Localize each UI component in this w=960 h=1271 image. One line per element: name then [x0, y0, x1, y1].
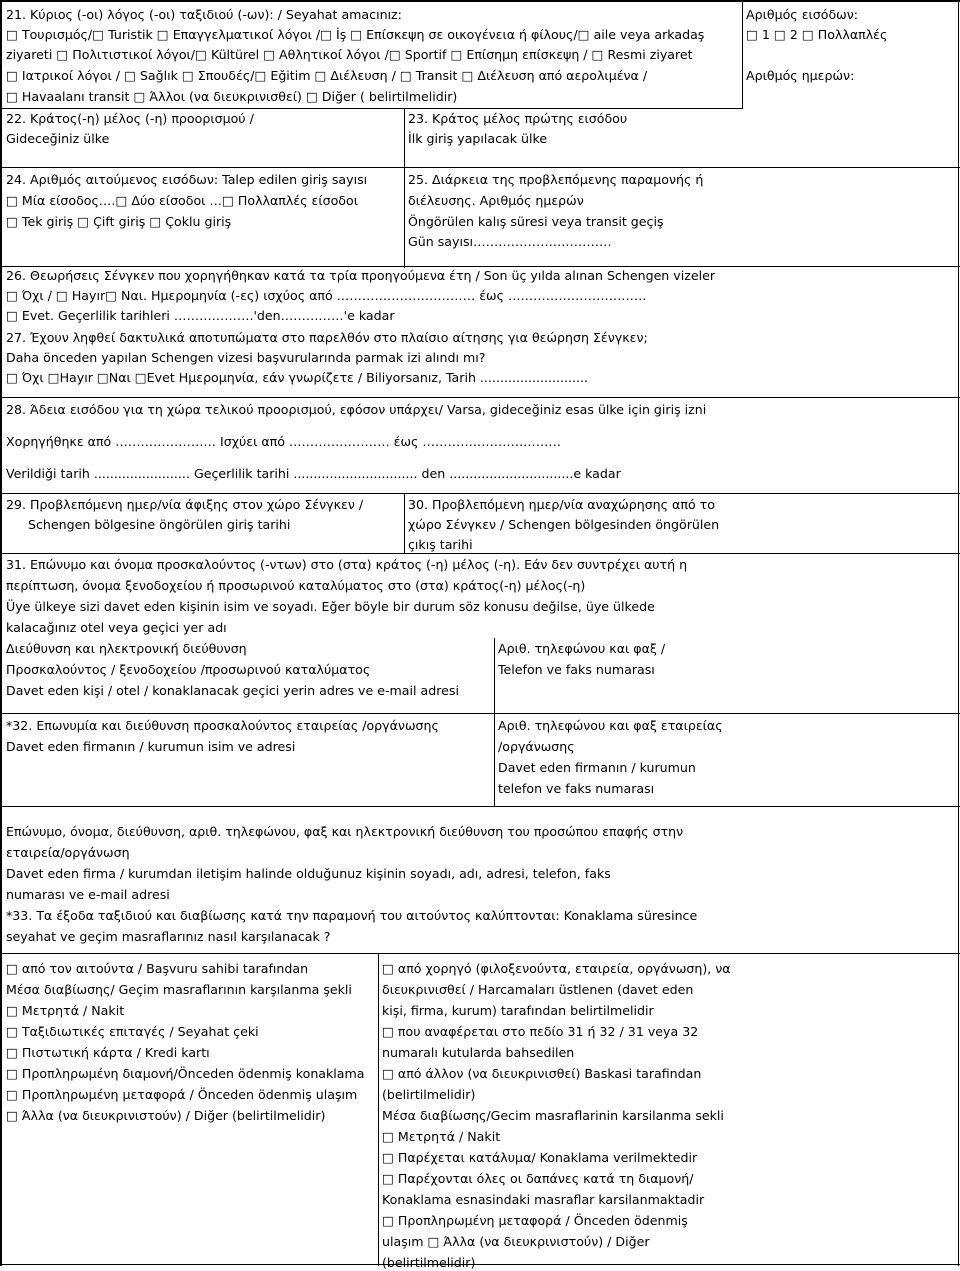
s33-left-item: □ από τον αιτούντα / Başvuru sahibi tarafından	[6, 961, 309, 976]
divider-21-bottom	[0, 108, 742, 109]
divider-33-bottom	[0, 953, 960, 954]
s26-line3: □ Evet. Geçerlilik tarihleri ……………….'den……………'e kadar	[6, 308, 395, 323]
s31-line7: Davet eden kişi / otel / konaklanacak geçici yerin adres ve e-mail adresi	[6, 683, 459, 698]
s33-right-item: (belirtilmelidir)	[382, 1087, 476, 1102]
s23-line1: 23. Κράτος μέλος πρώτης εισόδου	[408, 111, 628, 126]
divider-31-bottom	[0, 713, 960, 714]
s21-line1: 21. Κύριος (-οι) λόγος (-οι) ταξιδιού (-ων): / Seyahat amacınız:	[6, 7, 402, 22]
s32-phone-line3: Davet eden firmanın / kurumun	[498, 760, 696, 775]
s33-left-item: □ Ταξιδιωτικές επιταγές / Seyahat çeki	[6, 1024, 259, 1039]
s32-phone-line1: Αριθ. τηλεφώνου και φαξ εταιρείας	[498, 718, 723, 733]
s29-line2: Schengen bölgesine öngörülen giriş tarihi	[28, 517, 291, 532]
s33-left-item: □ Άλλα (να διευκρινιστούν) / Diğer (belirtilmelidir)	[6, 1108, 326, 1123]
s33-line2: seyahat ve geçim masraflarınız nasıl karşılanacak ?	[6, 929, 331, 944]
s33-left-item: □ Προπληρωμένη διαμονή/Önceden ödenmiş konaklama	[6, 1066, 365, 1081]
s24-line3: □ Tek giriş □ Çift giriş □ Çoklu giriş	[6, 214, 232, 229]
s25-line3: Öngörülen kalış süresi veya transit geçiş	[408, 214, 664, 229]
s32-contact-line1: Επώνυμο, όνομα, διεύθυνση, αριθ. τηλεφώνου, φαξ και ηλεκτρονική διεύθυνση του προσώπου επαφής στην	[6, 824, 684, 839]
left-border	[0, 0, 2, 1266]
s32-contact-line3: Davet eden firma / kurumdan iletişim halinde olduğunuz kişinin soyadı, adı, adresi, telefon, faks	[6, 866, 611, 881]
s31-line3: Üye ülkeye sizi davet eden kişinin isim ve soyadı. Eğer böyle bir durum söz konusu değilse, üye ülkede	[6, 599, 655, 614]
s21-line2: □ Τουρισμός/□ Turistik □ Επαγγελματικοί λόγοι /□ İş □ Επίσκεψη σε οικογένεια ή φίλους/□ aile veya arkadaş	[6, 27, 705, 42]
s33-right-item: ulaşım □ Άλλα (να διευκρινιστούν) / Diğer	[382, 1234, 650, 1249]
s33-right-item: □ από άλλον (να διευκρινισθεί) Baskasi tarafindan	[382, 1066, 702, 1081]
s33-left-item: Μέσα διαβίωσης/ Geçim masraflarının karşılanma şekli	[6, 982, 352, 997]
s28-line2: Χορηγήθηκε από …………………… Ισχύει από …………………… έως ……………………………	[6, 434, 561, 449]
s25-line1: 25. Διάρκεια της προβλεπόμενης παραμονής ή	[408, 172, 704, 187]
s21-line3: ziyareti □ Πολιτιστικοί λόγοι/□ Kültürel □ Αθλητικοί λόγοι /□ Sportif □ Επίσημη επίσκεψη / □ Resmi ziyaret	[6, 47, 693, 62]
s32-contact-line2: εταιρεία/οργάνωση	[6, 845, 130, 860]
divider-33-columns	[378, 953, 379, 1266]
divider-27-bottom	[0, 397, 960, 398]
s31-line2: περίπτωση, όνομα ξενοδοχείου ή προσωρινού καταλύματος στο (στα) κράτος(-η) μέλος(-η)	[6, 578, 586, 593]
s29-line1: 29. Προβλεπόμενη ημερ/νία άφιξης στον χώρο Σένγκεν /	[6, 497, 364, 512]
s27-line3: □ Όχι □Hayır □Ναι □Evet Ημερομηνία, εάν γνωρίζετε / Biliyorsanız, Tarih ...........................	[6, 370, 589, 385]
s32-line2: Davet eden firmanın / kurumun isim ve adresi	[6, 739, 296, 754]
s31-line6: Προσκαλούντος / ξενοδοχείου /προσωρινού καταλύματος	[6, 662, 371, 677]
bottom-border	[0, 1264, 960, 1265]
s33-left-item: □ Πιστωτική κάρτα / Kredi kartı	[6, 1045, 210, 1060]
s33-right-item: □ Προπληρωμένη μεταφορά / Önceden ödenmiş	[382, 1213, 688, 1228]
s22-line2: Gideceğiniz ülke	[6, 131, 110, 146]
s33-right-item: Konaklama esnasindaki masraflar karsilanmaktadir	[382, 1192, 705, 1207]
s24-line1: 24. Αριθμός αιτούμενος εισόδων: Talep edilen giriş sayısı	[6, 172, 368, 187]
s33-right-item: διευκρινισθεί / Harcamaları üstlenen (davet eden	[382, 982, 694, 997]
divider-31-phone	[494, 638, 495, 806]
s30-line3: çıkış tarihi	[408, 537, 473, 552]
s33-right-item: □ που αναφέρεται στο πεδίο 31 ή 32 / 31 veya 32	[382, 1024, 699, 1039]
s22-line1: 22. Κράτος(-η) μέλος (-η) προορισμού /	[6, 111, 254, 126]
s27-line2: Daha önceden yapılan Schengen vizesi başvurularında parmak izi alındı mı?	[6, 350, 486, 365]
s25-line4: Gün sayısı……………………………	[408, 234, 612, 249]
divider-23-bottom	[0, 167, 960, 168]
s25-line2: διέλευσης. Αριθμός ημερών	[408, 193, 584, 208]
s32-phone-line4: telefon ve faks numarası	[498, 781, 655, 796]
s33-right-item: □ Παρέχονται όλες οι δαπάνες κατά τη διαμονή/	[382, 1171, 694, 1186]
days-label: Αριθμός ημερών:	[746, 68, 855, 83]
s33-left-item: □ Μετρητά / Nakit	[6, 1003, 125, 1018]
s31-phone-line2: Telefon ve faks numarası	[498, 662, 655, 677]
s32-line1: *32. Επωνυμία και διεύθυνση προσκαλούντος εταιρείας /οργάνωσης	[6, 718, 439, 733]
s33-right-item: □ Παρέχεται κατάλυμα/ Konaklama verilmektedir	[382, 1150, 698, 1165]
s33-right-item: (belirtilmelidir)	[382, 1255, 476, 1270]
divider-29-30	[404, 493, 405, 553]
s28-line1: 28. Άδεια εισόδου για τη χώρα τελικού προορισμού, εφόσον υπάρχει/ Varsa, gideceğiniz esas ülke için giriş izni	[6, 402, 707, 417]
s21-line4: □ Ιατρικοί λόγοι / □ Sağlık □ Σπουδές/□ Eğitim □ Διέλευση / □ Transit □ Διέλευση από αερολιμένα /	[6, 68, 648, 83]
s33-line1: *33. Τα έξοδα ταξιδιού και διαβίωσης κατά την παραμονή του αιτούντος καλύπτονται: Konaklama süresince	[6, 908, 698, 923]
s21-line5: □ Havaalanı transit □ Άλλοι (να διευκρινισθεί) □ Diğer ( belirtilmelidir)	[6, 89, 458, 104]
s31-line4: kalacağınız otel veya geçici yer adı	[6, 620, 227, 635]
divider-21-right	[742, 0, 743, 109]
s30-line2: χώρο Σένγκεν / Schengen bölgesinden öngörülen	[408, 517, 720, 532]
s24-line2: □ Μία είσοδος.…□ Δύο είσοδοι …□ Πολλαπλές είσοδοι	[6, 193, 358, 208]
divider-32-bottom	[0, 806, 960, 807]
divider-30-bottom	[0, 553, 960, 554]
s28-line3: Verildiği tarih ........................ Geçerlilik tarihi ............................... den ...............................e kadar	[6, 466, 621, 481]
s33-right-item: □ Μετρητά / Nakit	[382, 1129, 501, 1144]
s33-left-item: □ Προπληρωμένη μεταφορά / Önceden ödenmiş ulaşım	[6, 1087, 358, 1102]
right-border	[958, 0, 959, 1266]
divider-22-23	[404, 108, 405, 268]
s27-line1: 27. Έχουν ληφθεί δακτυλικά αποτυπώματα στο παρελθόν στο πλαίσιο αίτησης για θεώρηση Σένγκεν;	[6, 330, 648, 345]
s33-right-item: numaralı kutularda bahsedilen	[382, 1045, 575, 1060]
divider-28-bottom	[0, 493, 960, 494]
top-border	[0, 0, 960, 2]
s31-line1: 31. Επώνυμο και όνομα προσκαλούντος (-ντων) στο (στα) κράτος (-η) μέλος (-η). Εάν δεν συντρέχει αυτή η	[6, 557, 688, 572]
entries-label: Αριθμός εισόδων:	[746, 7, 858, 22]
s32-contact-line4: numarası ve e-mail adresi	[6, 887, 170, 902]
s26-line2: □ Όχι / □ Hayır□ Ναι. Ημερομηνία (-ες) ισχύος από …………………………… έως ……………………………	[6, 288, 647, 303]
s26-line1: 26. Θεωρήσεις Σένγκεν που χορηγήθηκαν κατά τα τρία προηγούμενα έτη / Son üç yılda alınan Schengen vizeler	[6, 268, 716, 283]
s33-right-item: kişi, firma, kurum) tarafından belirtilmelidir	[382, 1003, 654, 1018]
s30-line1: 30. Προβλεπόμενη ημερ/νία αναχώρησης από το	[408, 497, 715, 512]
divider-25-bottom	[0, 266, 960, 267]
s31-phone-line1: Αριθ. τηλεφώνου και φαξ /	[498, 641, 666, 656]
s31-line5: Διεύθυνση και ηλεκτρονική διεύθυνση	[6, 641, 247, 656]
s23-line2: İlk giriş yapılacak ülke	[408, 131, 548, 146]
s33-right-item: □ από χορηγό (φιλοξενούντα, εταιρεία, οργάνωση), να	[382, 961, 731, 976]
entries-options: □ 1 □ 2 □ Πολλαπλές	[746, 27, 888, 42]
s32-phone-line2: /οργάνωσης	[498, 739, 575, 754]
s33-right-item: Μέσα διαβίωσης/Gecim masraflarinin karsilanma sekli	[382, 1108, 724, 1123]
